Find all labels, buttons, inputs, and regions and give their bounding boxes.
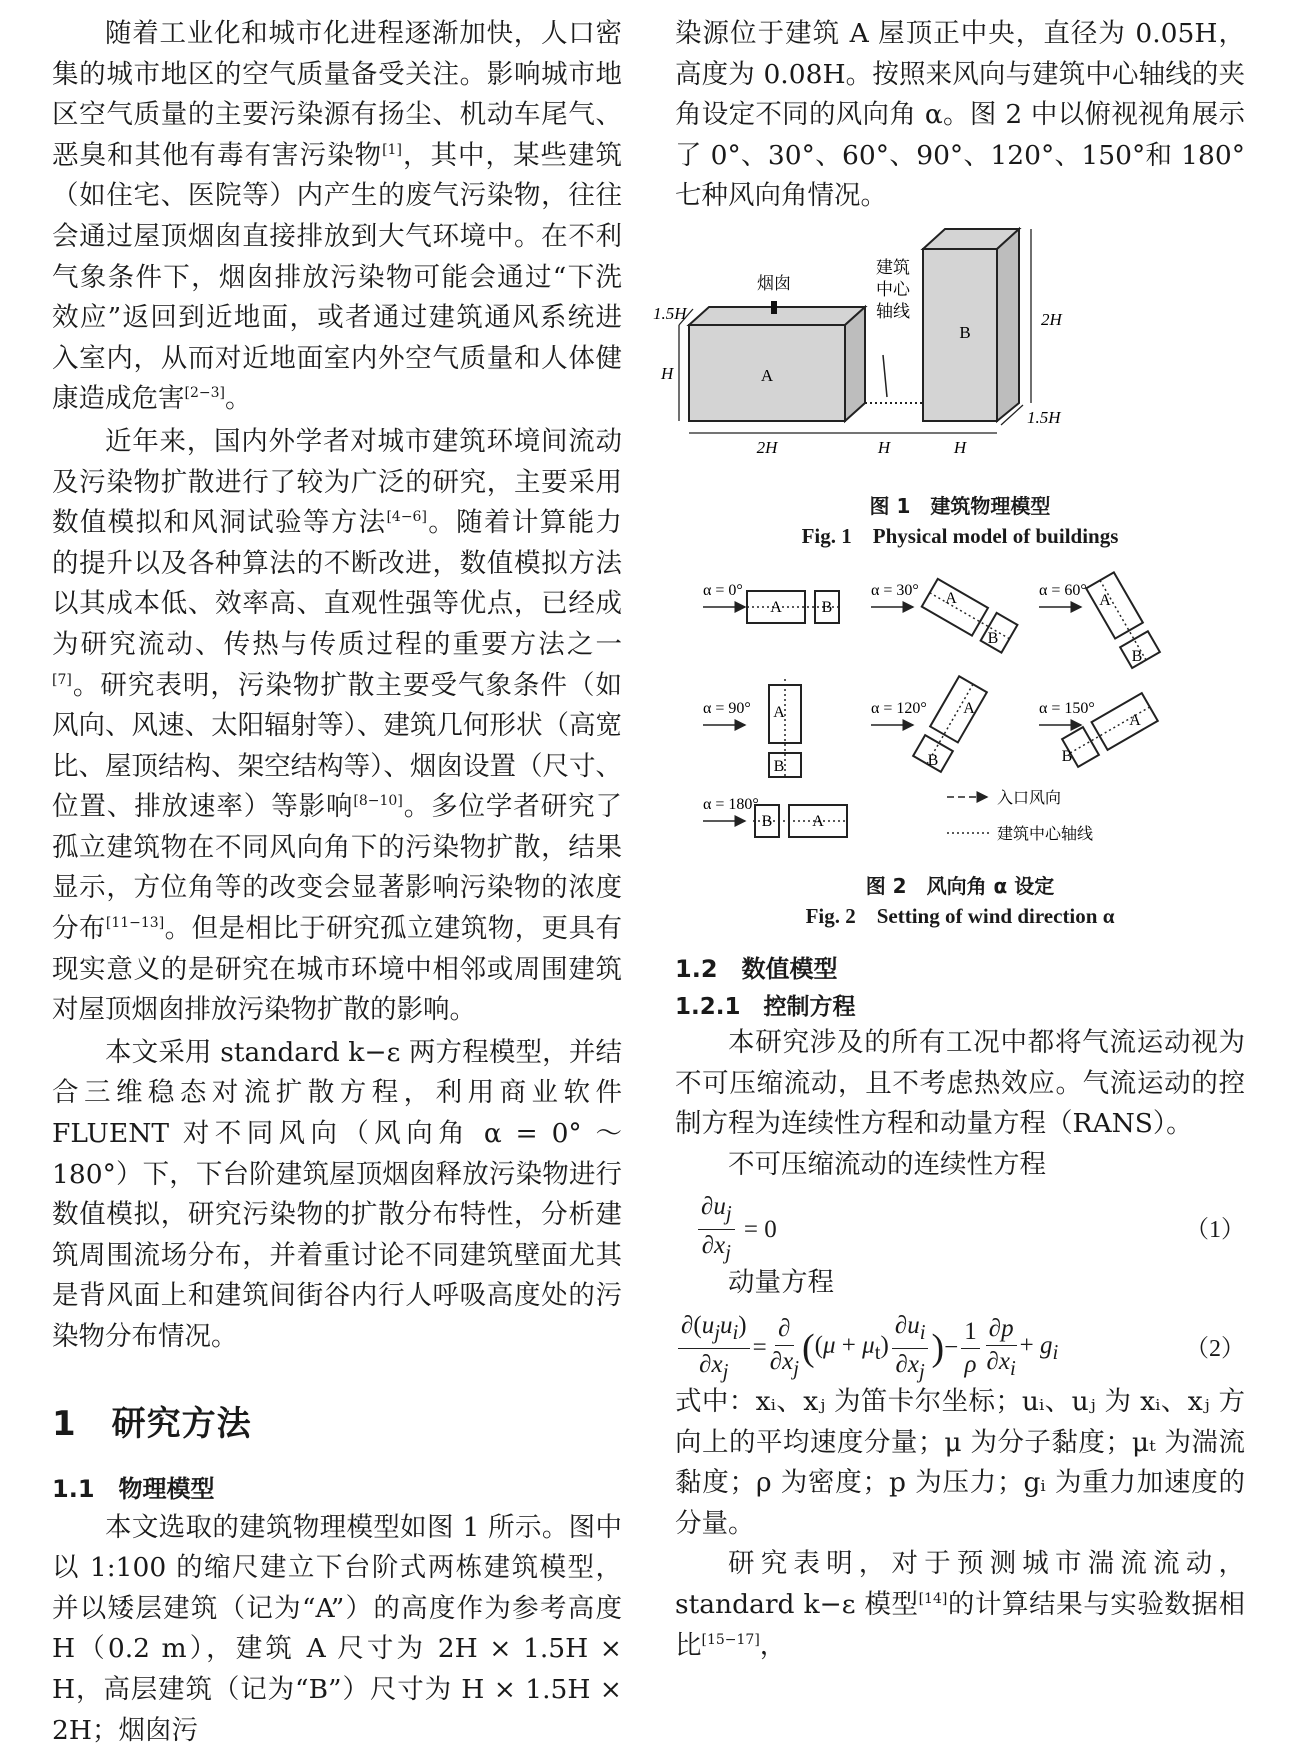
svg-text:B: B [927,751,939,769]
case-0-deg [703,582,841,623]
governing-eq-paragraph: 本研究涉及的所有工况中都将气流运动视为不可压缩流动，且不考虑热效应。气流运动的控制方程为连续性方程和动量方程（RANS）。 [675,1026,1245,1140]
svg-text:B: B [761,812,773,830]
dim-2h-a: 2H [756,437,778,457]
dim-1-5h-b: 1.5H [1027,407,1061,427]
case-90-deg [703,679,801,779]
citation: [11−13] [105,915,165,932]
dim-h-a: H [661,363,674,383]
axis-label-line3: 轴线 [876,301,910,321]
model-paragraph: 本文选取的建筑物理模型如图 1 所示。图中以 1:100 的缩尺建立下台阶式两栋建筑模型，并以矮层建筑（记为“A”）的高度作为参考高度 H（0.2 m），建筑 A 尺寸为 2H × 1.5H × H，高层建筑（记为“B”）尺寸为 H × 1.5H × 2H；烟囱污 [52,1511,622,1746]
svg-text:α = 0°: α = 0° [703,581,743,599]
figure-1 [653,225,1245,551]
section-heading-1: 1 研究方法 [52,1403,252,1444]
axis-label-line1: 建筑 [876,257,910,277]
section-heading-1-2-1: 1.2.1 控制方程 [675,993,856,1020]
case-150-deg [1039,693,1158,768]
equation-2-number: （2） [1185,1335,1245,1362]
figure-2 [675,565,1245,931]
svg-text:α = 90°: α = 90° [703,699,751,717]
legend [947,788,1093,843]
dim-h-gap: H [877,437,891,457]
svg-text:B: B [987,629,999,647]
svg-text:A: A [945,589,957,607]
section-heading-1-2: 1.2 数值模型 [675,954,838,983]
building-model-diagram [653,225,1245,487]
case-60-deg [1039,572,1161,669]
legend-wind-label: 入口风向 [997,787,1062,807]
citation: [15−17] [701,1631,760,1648]
figure-2-caption-en: Fig. 2 Setting of wind direction α [805,903,1115,928]
intro-paragraph-3: 本文采用 standard k−ε 两方程模型，并结合三维稳态对流扩散方程，利用商业软件 FLUENT 对不同风向（风向角 α = 0° ～ 180°）下，下台阶建筑屋顶烟囱释放污染物进行数值模拟，研究污染物的扩散分布特性，分析建筑周围流场分布，并着重讨论不同建筑壁面尤其是背风面上和建筑间街谷内行人呼吸高度处的污染物分布情况。 [52,1036,622,1352]
svg-text:A: A [770,598,782,616]
svg-text:B: B [1131,647,1143,665]
equation-1-number: （1） [1185,1217,1245,1244]
left-column [52,14,622,1751]
figure-1-caption-cn: 图 1 建筑物理模型 [869,493,1051,518]
svg-text:A: A [773,703,785,721]
citation: [2−3] [184,385,225,402]
svg-text:A: A [963,699,975,717]
citation: [14] [918,1591,948,1608]
citation: [4−6] [386,509,427,526]
equation-1: $\frac{\partial u_j}{\partial x_j}$ = 0 （1） [675,1185,1245,1263]
chimney-label: 烟囱 [757,273,791,293]
case-120-deg [871,676,987,773]
citation: [1] [382,141,402,158]
building-a [1086,572,1143,638]
model-paragraph-cont: 染源位于建筑 A 屋顶正中央，直径为 0.05H，高度为 0.08H。按照来风向与建筑中心轴线的夹角设定不同的风向角 α。图 2 中以俯视视角展示了 0°、30°、60°、90°、120°、150°和 180°七种风向角情况。 [675,18,1245,212]
building-a [922,579,988,636]
svg-text:α = 180°: α = 180° [703,795,759,813]
citation: [8−10] [353,793,403,810]
svg-text:B: B [1061,747,1073,765]
intro-paragraph-1: 随着工业化和城市化进程逐渐加快，人口密集的城市地区的空气质量备受关注。影响城市地区空气质量的主要污染源有扬尘、机动车尾气、恶臭和其他有毒有害污染物[1]，其中，某些建筑（如住宅、医院等）内产生的废气污染物，往往会通过屋顶烟囱直接排放到大气环境中。在不利气象条件下，烟囱排放污染物可能会通过“下洗效应”返回到近地面，或者通过建筑通风系统进入室内，从而对近地面室内外空气质量和人体健康造成危害[2−3]。 [52,18,622,415]
axis-label-line2: 中心 [876,279,910,299]
citation: [7] [52,671,72,688]
intro-paragraph-2: 近年来，国内外学者对城市建筑环境间流动及污染物扩散进行了较为广泛的研究，主要采用数值模拟和风洞试验等方法[4−6]。随着计算能力的提升以及各种算法的不断改进，数值模拟方法以其成本低、效率高、直观性强等优点，已经成为研究流动、传热与传质过程的重要方法之一[7]。研究表明，污染物扩散主要受气象条件（如风向、风速、太阳辐射等）、建筑几何形状（高宽比、屋顶结构、架空结构等）、烟囱设置（尺寸、位置、排放速率）等影响[8−10]。多位学者研究了孤立建筑物在不同风向角下的污染物扩散，结果显示，方位角等的改变会显著影响污染物的浓度分布[11−13]。但是相比于研究孤立建筑物，更具有现实意义的是研究在城市环境中相邻或周围建筑对屋顶烟囱排放污染物扩散的影响。 [52,425,623,1026]
figure-2-caption-cn: 图 2 风向角 α 设定 [865,873,1055,898]
building-b-label: B [959,322,971,342]
axis-pointer [883,355,887,397]
svg-text:α = 30°: α = 30° [871,581,919,599]
section-heading-1-1: 1.1 物理模型 [52,1474,215,1503]
building-b-side [997,229,1019,421]
svg-text:A: A [1129,711,1141,729]
svg-text:A: A [1099,591,1111,609]
case-180-deg [703,796,847,837]
dim-h-b: H [953,437,967,457]
svg-text:α = 120°: α = 120° [871,699,927,717]
symbol-definitions: 式中：xᵢ、xⱼ 为笛卡尔坐标；uᵢ、uⱼ 为 xᵢ、xⱼ 方向上的平均速度分量；μ 为分子黏度；μₜ 为湍流黏度；ρ 为密度；p 为压力；gᵢ 为重力加速度的分量。 [675,1385,1245,1539]
dim-2h-b: 2H [1041,309,1062,329]
svg-text:α = 60°: α = 60° [1039,581,1087,599]
center-axis [930,593,1011,640]
svg-text:B: B [821,598,833,616]
building-a [930,676,987,742]
building-a [1092,693,1158,750]
legend-axis-label: 建筑中心轴线 [997,823,1094,843]
building-a-side [845,307,865,421]
svg-text:α = 150°: α = 150° [1039,699,1095,717]
figure-1-caption-en: Fig. 1 Physical model of buildings [801,523,1119,548]
continuity-eq-intro: 不可压缩流动的连续性方程 [728,1148,1046,1180]
right-column [653,14,1245,1666]
equation-2: $\frac{\partial(u_ju_i)}{\partial x_j}$ = $\frac{\partial}{\partial x_j}$ ( $(\mu + \mu_t)$ $\frac{\partial u_i}{\partial x_j}$ ) − $\frac{1}{\rho}$ $\frac{\partial p}{\partial x_i}$ + $g_i$ （2） [675,1304,1245,1382]
momentum-eq-intro: 动量方程 [728,1267,834,1299]
svg-text:A: A [812,812,824,830]
dim-1-5h-a: 1.5H [653,303,687,323]
case-30-deg [871,579,1019,654]
k-epsilon-paragraph: 研究表明，对于预测城市湍流流动，standard k−ε 模型[14]的计算结果与实验数据相比[15−17]， [675,1548,1245,1661]
svg-text:B: B [773,757,785,775]
building-a-label: A [760,365,774,385]
wind-direction-diagram [675,565,1245,865]
chimney [771,301,777,314]
